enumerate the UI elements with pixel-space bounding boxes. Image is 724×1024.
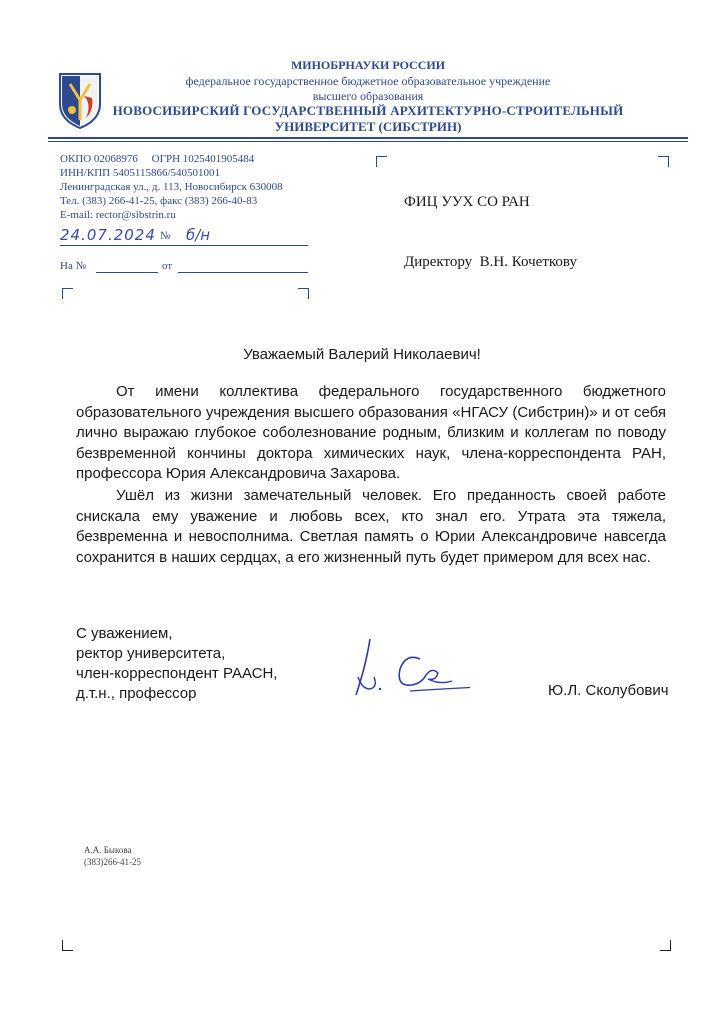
corner-mark	[62, 288, 73, 299]
handwritten-number: б/н	[186, 226, 211, 244]
ministry-title: МИНОБРНАУКИ РОССИИ	[290, 58, 446, 72]
corner-mark	[658, 156, 669, 167]
closing-phrase: С уважением,	[76, 625, 173, 642]
addressee-organization: ФИЦ УУХ СО РАН	[404, 194, 530, 210]
executor-phone: (383)266-41-25	[84, 857, 141, 867]
education-level: высшего образования	[312, 89, 424, 103]
signer-position: ректор университета,	[76, 645, 226, 662]
letter-paragraph-2: Ушёл из жизни замечательный человек. Его преданность своей работе снискала ему уважение и любовь всех, кто знал его. Утрата эта тяжела, безвременна и невосполнима. Светлая память о Юрии Александровиче навсегда сохранится в наших сердцах, а его жизненный путь будет примером для всех нас.	[76, 487, 666, 566]
executor-name: А.А. Быкова	[84, 845, 132, 855]
email: E-mail: rector@sibstrin.ru	[60, 209, 176, 221]
number-label: №	[160, 230, 171, 242]
addressee-director: Директору В.Н. Кочеткову	[404, 254, 577, 270]
letter-paragraph-1: От имени коллектива федерального государственного бюджетного образовательного учреждения высшего образования «НГАСУ (Сибстрин)» и от себя лично выражаю глубокое соболезнование родным, близким и коллегам по поводу безвременной кончины доктора химических наук, члена-корреспондента РАН, профессора Юрия Александровича Захарова.	[76, 383, 666, 482]
date-underline	[60, 245, 308, 246]
handwritten-signature	[340, 625, 470, 705]
corner-mark	[62, 940, 73, 951]
handwritten-date: 24.07.2024	[60, 226, 156, 244]
signature-block	[76, 624, 277, 704]
corner-mark	[376, 156, 387, 167]
corner-mark	[660, 940, 671, 951]
okpo-ogrn: ОКПО 02068976 ОГРН 1025401905484	[60, 153, 255, 165]
telephone: Тел. (383) 266-41-25, факс (383) 266-40-83	[60, 195, 258, 207]
signer-name: Ю.Л. Сколубович	[548, 682, 669, 699]
reference-number-label: На №	[60, 260, 87, 272]
reference-number-line	[96, 272, 158, 273]
salutation: Уважаемый Валерий Николаевич!	[243, 346, 481, 363]
reference-date-label: от	[162, 260, 173, 272]
header-rule-thin	[48, 141, 688, 142]
address: Ленинградская ул., д. 113, Новосибирск 630008	[60, 181, 283, 193]
reference-date-line	[178, 272, 308, 273]
university-name-line1: НОВОСИБИРСКИЙ ГОСУДАРСТВЕННЫЙ АРХИТЕКТУРНО-СТРОИТЕЛЬНЫЙ	[112, 103, 624, 118]
inn-kpp: ИНН/КПП 5405115866/540501001	[60, 167, 221, 179]
institution-type: федеральное государственное бюджетное образовательное учреждение	[185, 74, 551, 88]
corner-mark	[298, 288, 309, 299]
header-rule	[48, 137, 688, 139]
signer-title: член-корреспондент РААСН,	[76, 665, 278, 682]
university-name-line2: УНИВЕРСИТЕТ (СИБСТРИН)	[274, 119, 462, 134]
signer-degree: д.т.н., профессор	[76, 685, 197, 702]
